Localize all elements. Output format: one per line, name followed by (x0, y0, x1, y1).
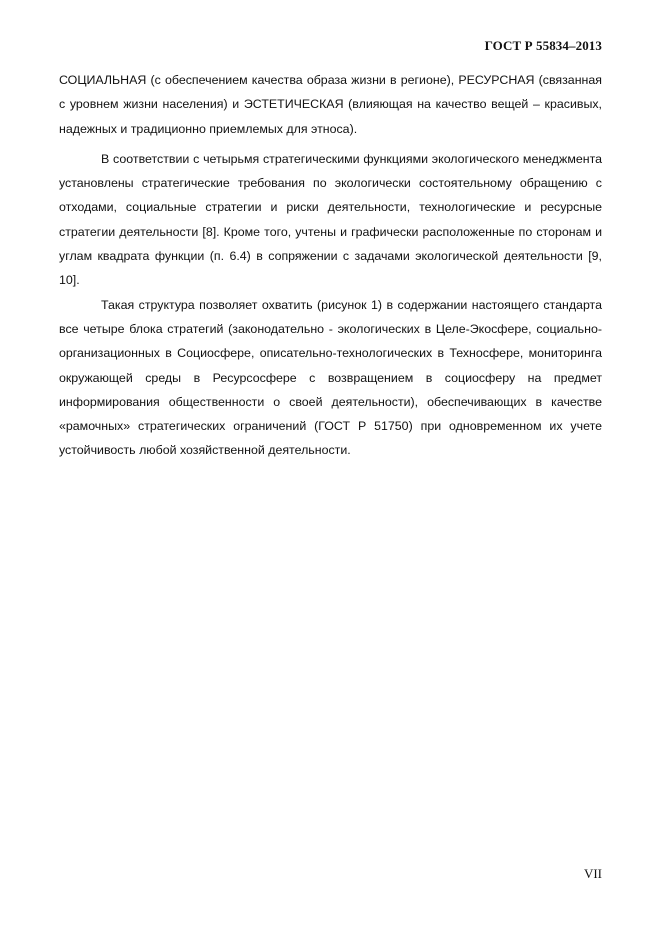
page-number: VII (583, 866, 602, 881)
body-text (59, 68, 602, 463)
paragraph-2: В соответствии с четырьмя стратегическими функциями экологического менеджмента установлены стратегические требования по экологически состоятельному обращению с отходами, социальные стратегии и риски деятельности, технологические и ресурсные стратегии деятельности [8]. Кроме того, учтены и графически расположенные по сторонам и углам квадрата функции (п. 6.4) в сопряжении с задачами экологической деятельности [9, 10]. (59, 151, 602, 288)
standard-code-header: ГОСТ Р 55834–2013 (484, 38, 602, 53)
paragraph-1: СОЦИАЛЬНАЯ (с обеспечением качества образа жизни в регионе), РЕСУРСНАЯ (связанная с уровнем жизни населения) и ЭСТЕТИЧЕСКАЯ (влияющая на качество вещей – красивых, надежных и традиционно приемлемых для этноса). (59, 73, 602, 136)
paragraph-3: Такая структура позволяет охватить (рисунок 1) в содержании настоящего стандарта все четыре блока стратегий (законодательно - экологических в Целе-Экосфере, социально-организационных в Социосфере, описательно-технологических в Техносфере, мониторинга окружающей среды в Ресурсосфере с возвращением в социосферу на предмет информирования общественности о своей деятельности), обеспечивающих в качестве «рамочных» стратегических ограничений (ГОСТ Р 51750) при одновременном их учете устойчивость любой хозяйственной деятельности. (59, 297, 602, 458)
